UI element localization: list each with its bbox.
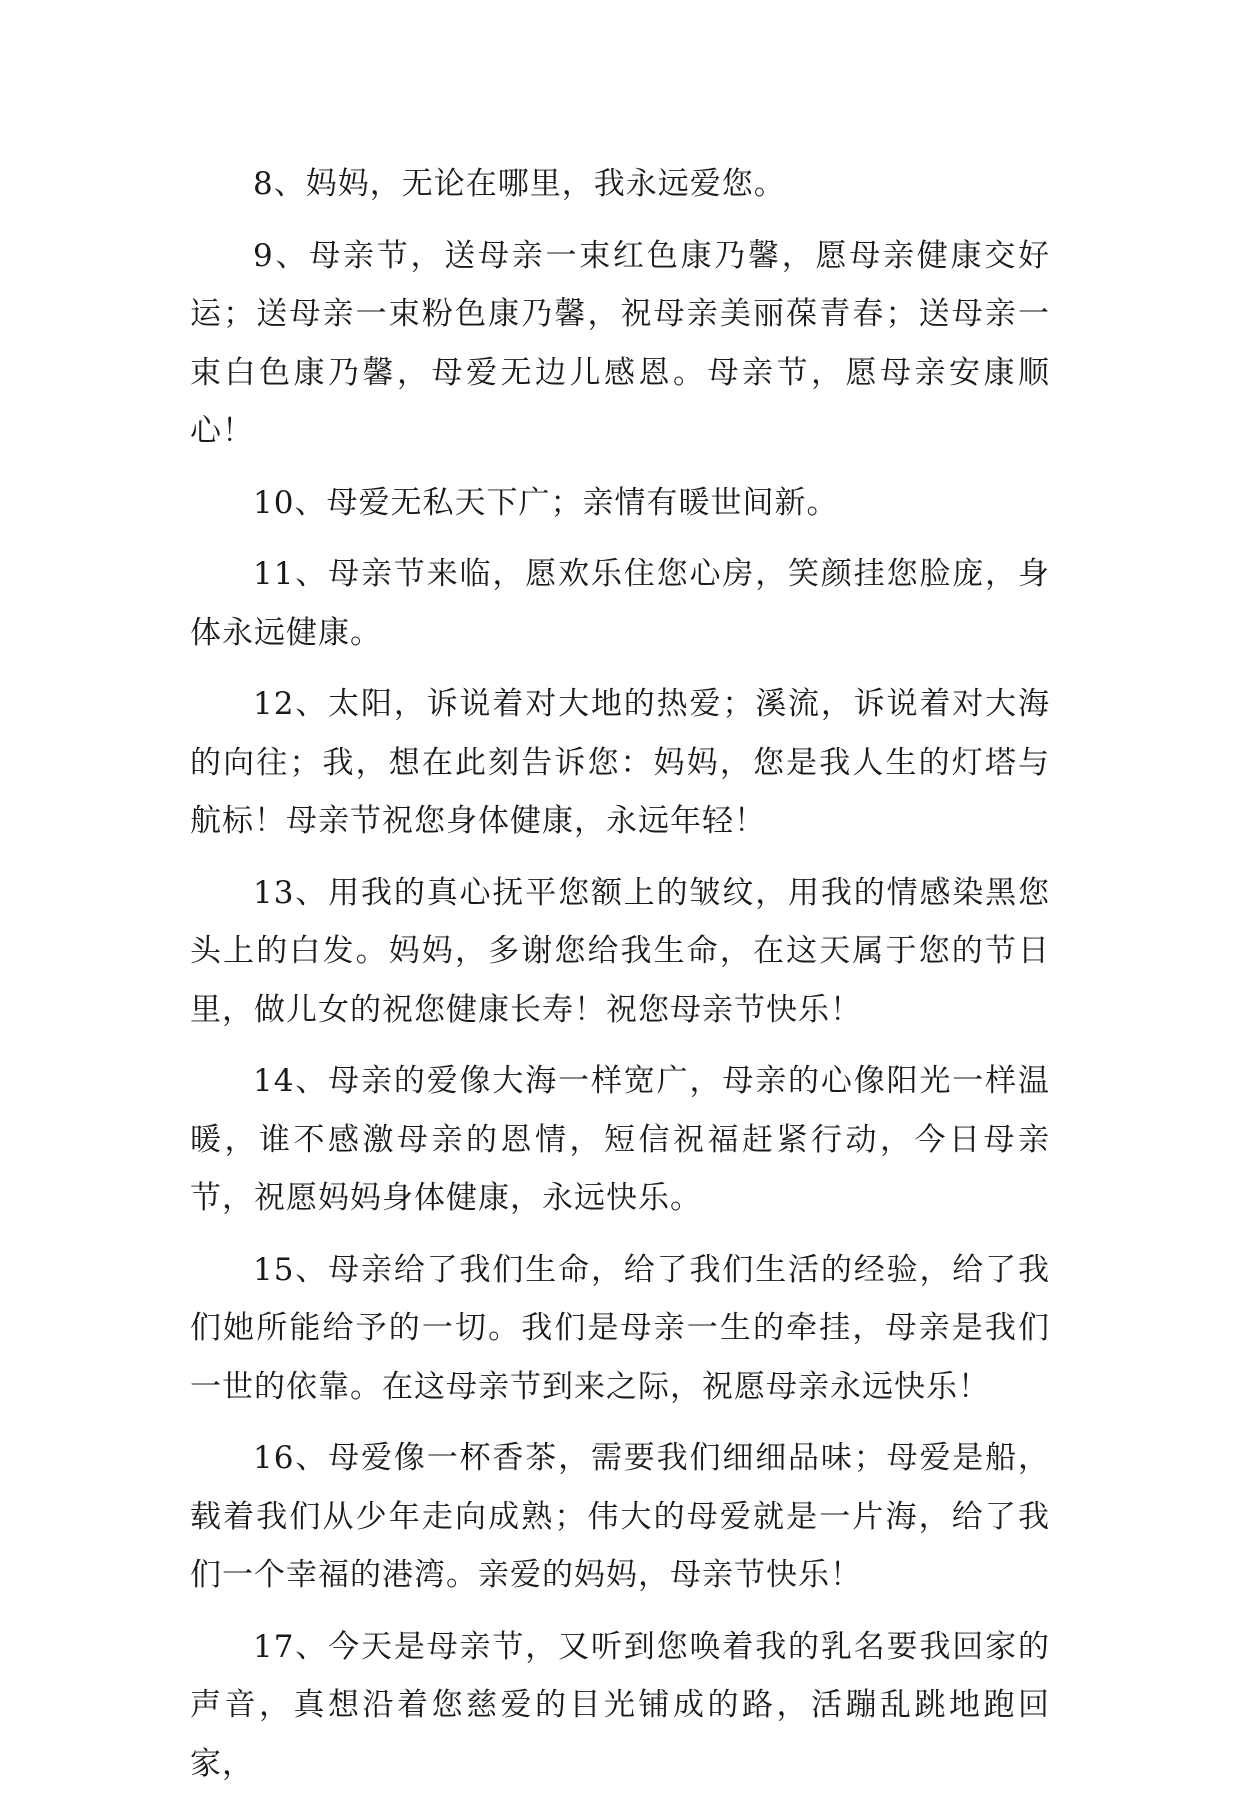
paragraph-15: 15、母亲给了我们生命，给了我们生活的经验，给了我们她所能给予的一切。我们是母亲一生的牵挂，母亲是我们一世的依靠。在这母亲节到来之际，祝愿母亲永远快乐！ [190, 1251, 1050, 1405]
paragraph-14: 14、母亲的爱像大海一样宽广，母亲的心像阳光一样温暖，谁不感激母亲的恩情，短信祝福赶紧行动，今日母亲节，祝愿妈妈身体健康，永远快乐。 [190, 1063, 1050, 1216]
paragraph-16: 16、母爱像一杯香茶，需要我们细细品味；母爱是船，载着我们从少年走向成熟；伟大的母爱就是一片海，给了我们一个幸福的港湾。亲爱的妈妈，母亲节快乐！ [190, 1440, 1050, 1593]
paragraph-12: 12、太阳，诉说着对大地的热爱；溪流，诉说着对大海的向往；我，想在此刻告诉您：妈妈，您是我人生的灯塔与航标！母亲节祝您身体健康，永远年轻！ [190, 686, 1050, 839]
paragraph-17: 17、今天是母亲节，又听到您唤着我的乳名要我回家的声音，真想沿着您慈爱的目光铺成的路，活蹦乱跳地跑回家， [190, 1628, 1050, 1782]
document-body [190, 155, 1050, 1806]
paragraph-9: 9、母亲节，送母亲一束红色康乃馨，愿母亲健康交好运；送母亲一束粉色康乃馨，祝母亲美丽葆青春；送母亲一束白色康乃馨，母爱无边儿感恩。母亲节，愿母亲安康顺心！ [190, 237, 1050, 449]
paragraph-11: 11、母亲节来临，愿欢乐住您心房，笑颜挂您脸庞，身体永远健康。 [190, 556, 1050, 651]
paragraph-8: 8、妈妈，无论在哪里，我永远爱您。 [253, 166, 786, 202]
paragraph-13: 13、用我的真心抚平您额上的皱纹，用我的情感染黑您头上的白发。妈妈，多谢您给我生命，在这天属于您的节日里，做儿女的祝您健康长寿！祝您母亲节快乐！ [190, 874, 1050, 1028]
paragraph-10: 10、母爱无私天下广；亲情有暖世间新。 [253, 484, 839, 521]
